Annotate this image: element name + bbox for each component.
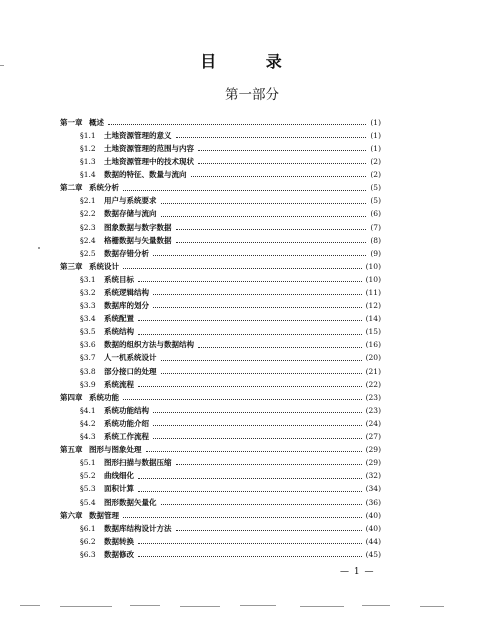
toc-entry-number: §3.7 — [80, 353, 96, 363]
toc-entry-page: (6) — [370, 209, 381, 219]
toc-entry-number: §2.4 — [80, 235, 96, 245]
toc-entry-page: (21) — [365, 366, 381, 376]
toc-dot-leader — [161, 504, 362, 505]
toc-dot-leader — [176, 137, 367, 138]
toc-section-row — [60, 339, 381, 352]
toc-section-row — [60, 430, 381, 443]
scan-speck — [38, 247, 40, 249]
toc-entry-number: §4.3 — [80, 432, 96, 442]
scan-line — [300, 606, 344, 607]
toc-dot-leader — [108, 124, 366, 125]
toc-entry-page: (1) — [370, 143, 381, 153]
toc-entry-title: 系统设计 — [89, 261, 119, 271]
toc-entry-number: §2.1 — [80, 196, 96, 206]
toc-chapter-row — [60, 181, 381, 194]
toc-entry-number: §1.3 — [80, 157, 96, 167]
toc-entry-title: 数据管理 — [89, 510, 119, 520]
toc-entry-number: 第六章 — [60, 510, 83, 520]
toc-entry-number: §5.2 — [80, 471, 96, 481]
toc-entry-page: (14) — [365, 314, 381, 324]
toc-entry-page: (10) — [365, 261, 381, 271]
toc-section-row — [60, 299, 381, 312]
toc-dot-leader — [138, 491, 362, 492]
toc-section-row — [60, 142, 381, 155]
toc-entry-page: (22) — [365, 379, 381, 389]
toc-section-row — [60, 483, 381, 496]
toc-entry-title: 土地资源管理的范围与内容 — [104, 143, 194, 153]
toc-section-row — [60, 195, 381, 208]
toc-entry-title: 数据库的划分 — [104, 301, 149, 311]
toc-section-row — [60, 535, 381, 548]
toc-entry-title: 土地资源管理的意义 — [104, 130, 172, 140]
toc-entry-title: 系统逻辑结构 — [104, 288, 149, 298]
toc-section-row — [60, 273, 381, 286]
toc-section-row — [60, 522, 381, 535]
toc-section-row — [60, 208, 381, 221]
toc-entry-page: (27) — [365, 432, 381, 442]
toc-entry-title: 系统功能介绍 — [104, 418, 149, 428]
scan-speck — [0, 65, 4, 66]
scan-line — [420, 606, 444, 607]
toc-entry-number: §3.8 — [80, 366, 96, 376]
toc-entry-number: §4.1 — [80, 405, 96, 415]
toc-chapter-row — [60, 443, 381, 456]
toc-entry-number: §2.5 — [80, 248, 96, 258]
toc-dot-leader — [176, 530, 362, 531]
toc-entry-title: 系统功能结构 — [104, 405, 149, 415]
toc-entry-page: (34) — [365, 484, 381, 494]
toc-entry-title: 系统分析 — [89, 183, 119, 193]
toc-dot-leader — [176, 229, 367, 230]
toc-entry-number: §2.2 — [80, 209, 96, 219]
toc-entry-page: (36) — [365, 497, 381, 507]
scan-line — [362, 605, 390, 606]
toc-section-row — [60, 352, 381, 365]
toc-entry-page: (24) — [365, 418, 381, 428]
toc-entry-number: 第三章 — [60, 261, 83, 271]
toc-dot-leader — [153, 255, 366, 256]
toc-dot-leader — [161, 216, 367, 217]
toc-chapter-row — [60, 509, 381, 522]
toc-entry-title: 系统工作流程 — [104, 432, 149, 442]
scan-line — [240, 605, 276, 606]
toc-entry-number: §6.1 — [80, 523, 96, 533]
toc-dot-leader — [191, 176, 367, 177]
toc-entry-title: 数据存储与流向 — [104, 209, 157, 219]
toc-entry-number: §3.5 — [80, 327, 96, 337]
toc-entry-page: (5) — [370, 183, 381, 193]
toc-entry-number: §6.2 — [80, 536, 96, 546]
toc-dot-leader — [138, 281, 362, 282]
toc-dot-leader — [176, 242, 367, 243]
toc-entry-number: 第四章 — [60, 392, 83, 402]
toc-entry-page: (1) — [370, 130, 381, 140]
toc-entry-page: (20) — [365, 353, 381, 363]
toc-section-row — [60, 378, 381, 391]
toc-entry-page: (7) — [370, 222, 381, 232]
toc-dot-leader — [138, 543, 362, 544]
toc-entry-title: 土地资源管理中的技术现状 — [104, 157, 194, 167]
toc-dot-leader — [123, 190, 366, 191]
toc-entry-page: (23) — [365, 392, 381, 402]
toc-entry-page: (5) — [370, 196, 381, 206]
toc-entry-title: 图象数据与数字数据 — [104, 222, 172, 232]
toc-entry-title: 数据的特征、数量与流向 — [104, 170, 187, 180]
toc-dot-leader — [138, 556, 362, 557]
toc-entry-number: §3.9 — [80, 379, 96, 389]
toc-entry-page: (29) — [365, 458, 381, 468]
toc-entry-number: §2.3 — [80, 222, 96, 232]
toc-entry-page: (16) — [365, 340, 381, 350]
toc-entry-number: §3.1 — [80, 274, 96, 284]
toc-entry-title: 系统结构 — [104, 327, 134, 337]
toc-chapter-row — [60, 391, 381, 404]
toc-entry-number: §3.6 — [80, 340, 96, 350]
toc-entry-title: 图形扫描与数据压缩 — [104, 458, 172, 468]
toc-entry-page: (29) — [365, 445, 381, 455]
toc-entry-number: §4.2 — [80, 418, 96, 428]
toc-entry-number: §3.2 — [80, 288, 96, 298]
toc-dot-leader — [153, 307, 362, 308]
scan-line — [130, 605, 160, 606]
toc-entry-page: (9) — [370, 248, 381, 258]
scan-line — [180, 606, 220, 607]
toc-section-row — [60, 456, 381, 469]
toc-entry-page: (40) — [365, 510, 381, 520]
toc-entry-page: (12) — [365, 301, 381, 311]
toc-section-row — [60, 496, 381, 509]
toc-dot-leader — [153, 412, 362, 413]
toc-section-row — [60, 417, 381, 430]
toc-entry-title: 数据修改 — [104, 549, 134, 559]
toc-entry-page: (2) — [370, 170, 381, 180]
toc-section-row — [60, 155, 381, 168]
toc-entry-page: (23) — [365, 405, 381, 415]
toc-section-row — [60, 470, 381, 483]
toc-entry-title: 概述 — [89, 117, 104, 127]
toc-entry-title: 系统目标 — [104, 274, 134, 284]
toc-entry-title: 人一机系统设计 — [104, 353, 157, 363]
toc-section-row — [60, 129, 381, 142]
toc-dot-leader — [161, 360, 362, 361]
toc-section-row — [60, 312, 381, 325]
toc-entry-number: 第二章 — [60, 183, 83, 193]
scan-line — [20, 605, 40, 606]
toc-chapter-row — [60, 116, 381, 129]
toc-section-row — [60, 234, 381, 247]
toc-entry-number: §3.3 — [80, 301, 96, 311]
toc-entry-title: 部分接口的处理 — [104, 366, 157, 376]
toc-dot-leader — [198, 163, 366, 164]
page-title: 目 录 — [200, 52, 304, 71]
toc-section-row — [60, 247, 381, 260]
toc-entry-number: 第五章 — [60, 445, 83, 455]
toc-entry-title: 数据库结构设计方法 — [104, 523, 172, 533]
toc-entry-title: 系统流程 — [104, 379, 134, 389]
toc-section-row — [60, 286, 381, 299]
toc-dot-leader — [138, 320, 362, 321]
table-of-contents — [60, 116, 381, 561]
toc-dot-leader — [198, 347, 362, 348]
toc-dot-leader — [123, 517, 362, 518]
toc-dot-leader — [138, 386, 362, 387]
toc-entry-page: (2) — [370, 157, 381, 167]
toc-entry-page: (45) — [365, 549, 381, 559]
toc-dot-leader — [161, 203, 367, 204]
toc-entry-page: (15) — [365, 327, 381, 337]
toc-dot-leader — [123, 268, 362, 269]
toc-entry-page: (40) — [365, 523, 381, 533]
toc-dot-leader — [138, 478, 362, 479]
toc-entry-number: §5.3 — [80, 484, 96, 494]
toc-entry-title: 格栅数据与矢量数据 — [104, 235, 172, 245]
scan-line — [60, 606, 112, 607]
part-title: 第一部分 — [225, 87, 279, 103]
toc-entry-page: (11) — [365, 288, 381, 298]
toc-entry-title: 面积计算 — [104, 484, 134, 494]
toc-section-row — [60, 365, 381, 378]
toc-entry-page: (10) — [365, 274, 381, 284]
toc-section-row — [60, 326, 381, 339]
toc-entry-number: §3.4 — [80, 314, 96, 324]
toc-entry-number: 第一章 — [60, 117, 83, 127]
toc-chapter-row — [60, 260, 381, 273]
toc-entry-title: 曲线细化 — [104, 471, 134, 481]
toc-entry-page: (1) — [370, 117, 381, 127]
toc-dot-leader — [161, 373, 362, 374]
toc-entry-title: 数据存错分析 — [104, 248, 149, 258]
toc-entry-title: 图形与图象处理 — [89, 445, 142, 455]
toc-entry-title: 数据转换 — [104, 536, 134, 546]
toc-dot-leader — [138, 334, 362, 335]
toc-entry-title: 图形数据矢量化 — [104, 497, 157, 507]
page-number: — 1 — — [340, 567, 375, 577]
toc-entry-title: 用户与系统要求 — [104, 196, 157, 206]
toc-dot-leader — [176, 464, 362, 465]
toc-entry-page: (8) — [370, 235, 381, 245]
toc-entry-number: §1.4 — [80, 170, 96, 180]
toc-section-row — [60, 548, 381, 561]
toc-dot-leader — [198, 150, 366, 151]
toc-dot-leader — [146, 451, 362, 452]
toc-entry-page: (32) — [365, 471, 381, 481]
toc-entry-title: 系统配置 — [104, 314, 134, 324]
toc-section-row — [60, 404, 381, 417]
toc-section-row — [60, 221, 381, 234]
toc-dot-leader — [123, 399, 362, 400]
toc-entry-number: §1.2 — [80, 143, 96, 153]
toc-entry-page: (44) — [365, 536, 381, 546]
toc-section-row — [60, 168, 381, 181]
toc-entry-number: §5.4 — [80, 497, 96, 507]
toc-dot-leader — [153, 425, 362, 426]
toc-entry-title: 系统功能 — [89, 392, 119, 402]
toc-entry-number: §6.3 — [80, 549, 96, 559]
toc-entry-number: §5.1 — [80, 458, 96, 468]
toc-dot-leader — [153, 294, 362, 295]
toc-entry-number: §1.1 — [80, 130, 96, 140]
toc-entry-title: 数据的组织方法与数据结构 — [104, 340, 194, 350]
toc-dot-leader — [153, 438, 362, 439]
